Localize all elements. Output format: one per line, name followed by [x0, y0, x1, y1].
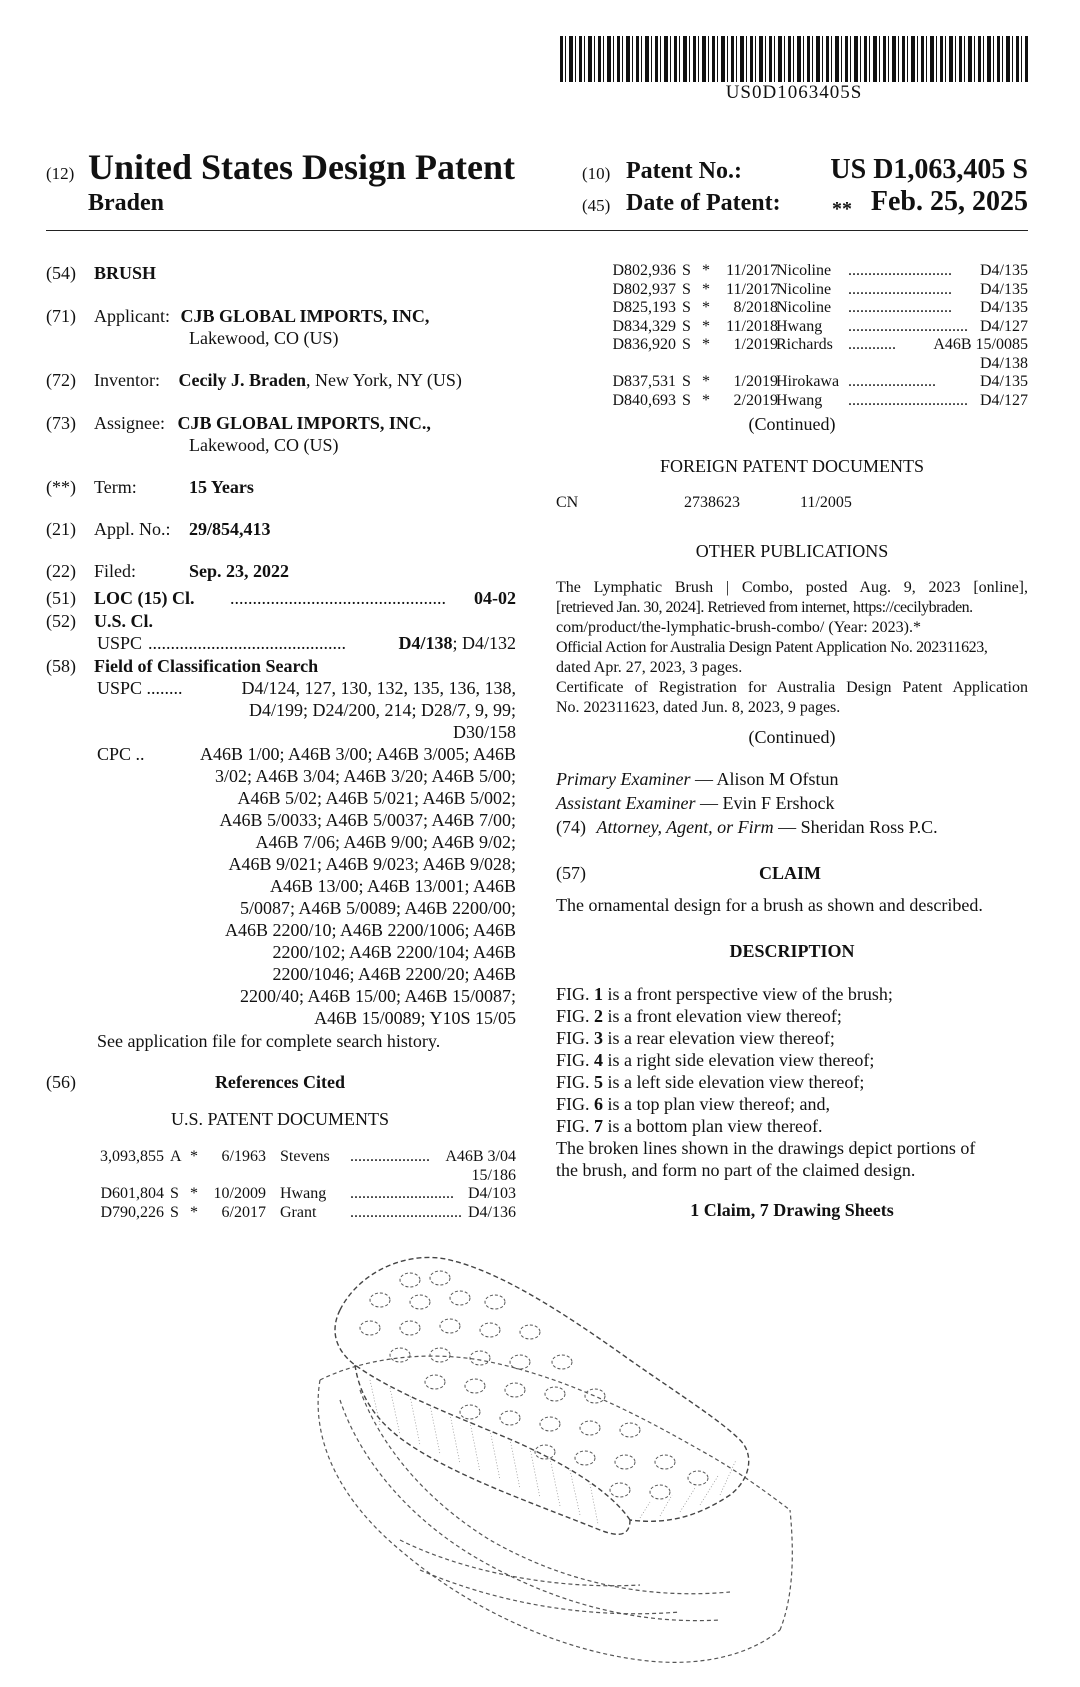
search-cpc-label: CPC .. — [97, 744, 145, 764]
search-cpc-lines: A46B 1/00; A46B 3/00; A46B 3/005; A46B 3/02; A46B 3/04; A46B 3/20; A46B 5/00; A46B 5/02; A46B 5/021; A46B 5/002; A46B 5/0033; A46B 5/0037; A46B 7/00; A46B 7/06; A46B 9/00; A46B 9/02; A46B 9/021; A46B 9/023; A46B 9/028; A46B 13/00; A46B 13/001; A46B 5/0087; A46B 5/0089; A46B 2200/00; A46B 2200/10; A46B 2200/1006; A46B 2200/102; A46B 2200/104; A46B 2200/1046; A46B 2200/20; A46B 2200/40; A46B 15/00; A46B 15/0087; A46B 15/0089; Y10S 15/05 — [199, 744, 516, 1028]
header-rule — [46, 230, 1028, 231]
patent-date: Feb. 25, 2025 — [870, 186, 1028, 217]
inventor-name: Cecily J. Braden — [178, 370, 306, 390]
reference-star: * — [702, 391, 710, 409]
reference-inventor: Richards — [776, 336, 833, 353]
reference-class: D4/135 — [977, 299, 1028, 318]
reference-row — [86, 1185, 516, 1204]
assignee-location: Lakewood, CO (US) — [189, 435, 339, 455]
reference-kind: S — [682, 317, 691, 335]
document-title: United States Design Patent — [88, 147, 515, 187]
reference-date: 11/2017 — [726, 262, 778, 279]
reference-star: * — [190, 1148, 198, 1165]
figure-list — [556, 983, 1028, 1181]
field-term: (**) Term: — [46, 477, 137, 497]
field-22: (22) Filed: — [46, 561, 137, 581]
reference-dots: .............................. — [848, 317, 968, 335]
broken-lines-note-1: The broken lines shown in the drawings depict portions of — [556, 1138, 976, 1158]
uspc-label: USPC — [97, 633, 143, 653]
patent-no-label: Patent No.: — [626, 158, 742, 184]
reference-date: 11/2017 — [726, 280, 778, 298]
publication-line: [retrieved Jan. 30, 2024]. Retrieved from internet, https://cecilybraden. — [556, 599, 973, 616]
reference-star: * — [190, 1203, 198, 1221]
reference-number: D837,531 — [612, 373, 676, 390]
publication-line: The Lymphatic Brush | Combo, posted Aug. 9, 2023 [online], — [556, 579, 1028, 596]
reference-date: 8/2018 — [733, 299, 778, 316]
title-brush: BRUSH — [94, 263, 157, 283]
other-publications-heading: OTHER PUBLICATIONS — [695, 541, 889, 561]
reference-row — [86, 1148, 516, 1167]
reference-row — [598, 392, 1028, 411]
code-10: (10) — [582, 164, 611, 183]
reference-class: D4/135 — [977, 373, 1028, 392]
reference-number: D825,193 — [612, 299, 676, 316]
field-52: (52) U.S. Cl. — [46, 611, 154, 631]
foreign-country: CN — [556, 494, 579, 511]
assignee-name: CJB GLOBAL IMPORTS, INC., — [177, 413, 431, 433]
date-of-patent-label: Date of Patent: — [626, 190, 781, 216]
continued-1: (Continued) — [748, 414, 836, 434]
reference-kind: S — [682, 336, 691, 353]
reference-row — [598, 299, 1028, 318]
reference-date: 10/2009 — [213, 1185, 266, 1202]
reference-inventor: Stevens — [280, 1148, 330, 1165]
reference-star: * — [702, 280, 710, 298]
reference-star: * — [190, 1185, 198, 1202]
field-73: (73) Assignee: CJB GLOBAL IMPORTS, INC., — [46, 413, 431, 433]
reference-star: * — [702, 299, 710, 316]
figure-item: FIG. 5 is a left side elevation view thereof; — [556, 1072, 865, 1092]
reference-number: 3,093,855 — [100, 1148, 164, 1165]
reference-dots: .......................... — [848, 262, 952, 279]
reference-kind: S — [682, 373, 691, 390]
loc-dots: ................................................ — [230, 588, 446, 608]
figure-item: FIG. 3 is a rear elevation view thereof; — [556, 1028, 835, 1048]
reference-dots: .................... — [350, 1148, 430, 1165]
reference-kind: S — [682, 299, 691, 316]
code-12: (12) — [46, 164, 75, 183]
reference-number: D840,693 — [612, 391, 676, 409]
reference-dots: .......................... — [350, 1185, 454, 1202]
figure-item: FIG. 2 is a front elevation view thereof; — [556, 1006, 842, 1026]
reference-dots: .......................... — [848, 280, 952, 298]
reference-date: 6/2017 — [221, 1203, 266, 1221]
foreign-patent-docs-heading: FOREIGN PATENT DOCUMENTS — [659, 456, 925, 476]
reference-dots: ............................ — [350, 1203, 462, 1221]
search-uspc-label: USPC ........ — [97, 678, 183, 698]
reference-kind: S — [682, 280, 691, 298]
search-history-note: See application file for complete search history. — [97, 1031, 441, 1051]
reference-inventor: Hwang — [776, 317, 823, 335]
applicant-location: Lakewood, CO (US) — [189, 328, 339, 348]
field-56-code: (56) — [46, 1072, 76, 1092]
field-72: (72) Inventor: Cecily J. Braden, New York, NY (US) — [46, 370, 462, 390]
reference-inventor: Hirokawa — [776, 373, 840, 390]
filed-value: Sep. 23, 2022 — [189, 561, 290, 581]
us-patent-docs-heading: U.S. PATENT DOCUMENTS — [170, 1109, 390, 1129]
reference-class: D4/135 — [977, 281, 1028, 300]
applicant-name: CJB GLOBAL IMPORTS, INC, — [180, 306, 430, 326]
reference-inventor: Hwang — [280, 1185, 327, 1202]
reference-row — [598, 262, 1028, 281]
inventor-surname: Braden — [88, 190, 165, 216]
loc-value: 04-02 — [474, 588, 516, 608]
uspc-dots: ............................................ — [148, 633, 346, 653]
figure-item: FIG. 6 is a top plan view thereof; and, — [556, 1094, 830, 1114]
references-cited-heading: References Cited — [214, 1072, 346, 1092]
figure-item: FIG. 4 is a right side elevation view thereof; — [556, 1050, 875, 1070]
reference-kind: S — [682, 391, 691, 409]
reference-number: D802,937 — [612, 280, 676, 298]
reference-class: A46B 15/0085 — [930, 336, 1028, 355]
reference-class: D4/136 — [465, 1204, 516, 1223]
barcode-text: US0D1063405S — [725, 82, 863, 103]
reference-row — [598, 336, 1028, 355]
us-references-left — [86, 1148, 516, 1222]
assistant-examiner: Assistant Examiner — Evin F Ershock — [556, 793, 835, 813]
reference-class-secondary: 15/186 — [471, 1166, 516, 1184]
reference-dots: ...................... — [848, 373, 936, 390]
reference-dots: ............ — [848, 336, 896, 353]
reference-date: 6/1963 — [221, 1148, 266, 1165]
reference-number: D601,804 — [100, 1185, 164, 1202]
appl-no-value: 29/854,413 — [189, 519, 271, 539]
publication-line: Official Action for Australia Design Patent Application No. 202311623, — [556, 639, 988, 656]
foreign-number: 2738623 — [684, 494, 740, 511]
reference-star: * — [702, 317, 710, 335]
reference-class: D4/103 — [465, 1185, 516, 1204]
foreign-date: 11/2005 — [800, 494, 852, 511]
reference-dots: .......................... — [848, 299, 952, 316]
field-51: (51) LOC (15) Cl. — [46, 588, 195, 608]
reference-date: 1/2019 — [733, 373, 778, 390]
publication-line: No. 202311623, dated Jun. 8, 2023, 9 pages. — [556, 699, 841, 716]
reference-inventor: Nicoline — [776, 299, 832, 316]
barcode — [560, 36, 1028, 82]
reference-row — [598, 373, 1028, 392]
reference-kind: A — [170, 1148, 182, 1165]
field-58: (58) Field of Classification Search — [46, 656, 319, 676]
reference-number: D836,920 — [612, 336, 676, 353]
other-publications — [556, 578, 1028, 718]
reference-row — [598, 281, 1028, 300]
search-uspc-lines: D4/124, 127, 130, 132, 135, 136, 138, D4/199; D24/200, 214; D28/7, 9, 99; D30/158 — [241, 678, 516, 742]
reference-inventor: Nicoline — [776, 280, 832, 298]
reference-date: 11/2018 — [726, 317, 778, 335]
reference-number: D790,226 — [100, 1203, 164, 1221]
publication-line: dated Apr. 27, 2023, 3 pages. — [556, 659, 743, 676]
reference-star: * — [702, 373, 710, 390]
reference-class-secondary: D4/138 — [980, 354, 1028, 372]
description-heading: DESCRIPTION — [729, 941, 855, 961]
field-54: (54) BRUSH — [46, 263, 157, 283]
attorney: (74) Attorney, Agent, or Firm — Sheridan Ross P.C. — [556, 817, 938, 837]
date-marker: ** — [832, 198, 852, 220]
patent-number: US D1,063,405 S — [830, 154, 1028, 185]
figure-item: FIG. 7 is a bottom plan view thereof. — [556, 1116, 823, 1136]
reference-inventor: Nicoline — [776, 262, 832, 279]
reference-kind: S — [682, 262, 691, 279]
reference-dots: .............................. — [848, 391, 968, 409]
uspc-value: D4/138; D4/132 — [398, 633, 516, 653]
reference-date: 2/2019 — [733, 391, 778, 409]
reference-date: 1/2019 — [733, 336, 778, 353]
claims-sheets: 1 Claim, 7 Drawing Sheets — [690, 1200, 894, 1220]
claim-text: The ornamental design for a brush as shown and described. — [556, 895, 983, 915]
claim-heading: CLAIM — [759, 863, 821, 883]
brush-perspective-drawing — [300, 1240, 800, 1680]
continued-2: (Continued) — [748, 727, 836, 747]
reference-star: * — [702, 336, 710, 353]
code-57: (57) — [556, 863, 586, 883]
us-references-right — [598, 262, 1028, 410]
code-45: (45) — [582, 196, 611, 215]
field-71: (71) Applicant: CJB GLOBAL IMPORTS, INC, — [46, 306, 430, 326]
reference-inventor: Grant — [280, 1203, 317, 1221]
primary-examiner: Primary Examiner — Alison M Ofstun — [556, 769, 839, 789]
publication-line: Certificate of Registration for Australia Design Patent Application — [556, 679, 1028, 696]
reference-class: D4/127 — [977, 392, 1028, 411]
reference-row — [86, 1204, 516, 1223]
reference-inventor: Hwang — [776, 391, 823, 409]
reference-class: A46B 3/04 — [442, 1148, 516, 1167]
publication-line: com/product/the-lymphatic-brush-combo/ (Year: 2023).* — [556, 619, 921, 636]
reference-star: * — [702, 262, 710, 279]
term-value: 15 Years — [189, 477, 254, 497]
reference-row — [598, 318, 1028, 337]
reference-number: D834,329 — [612, 317, 676, 335]
field-21: (21) Appl. No.: — [46, 519, 171, 539]
reference-kind: S — [170, 1185, 179, 1202]
reference-kind: S — [170, 1203, 179, 1221]
reference-number: D802,936 — [612, 262, 676, 279]
reference-class: D4/135 — [977, 262, 1028, 281]
reference-class: D4/127 — [977, 318, 1028, 337]
figure-item: FIG. 1 is a front perspective view of the brush; — [556, 984, 893, 1004]
broken-lines-note-2: the brush, and form no part of the claimed design. — [556, 1160, 916, 1180]
